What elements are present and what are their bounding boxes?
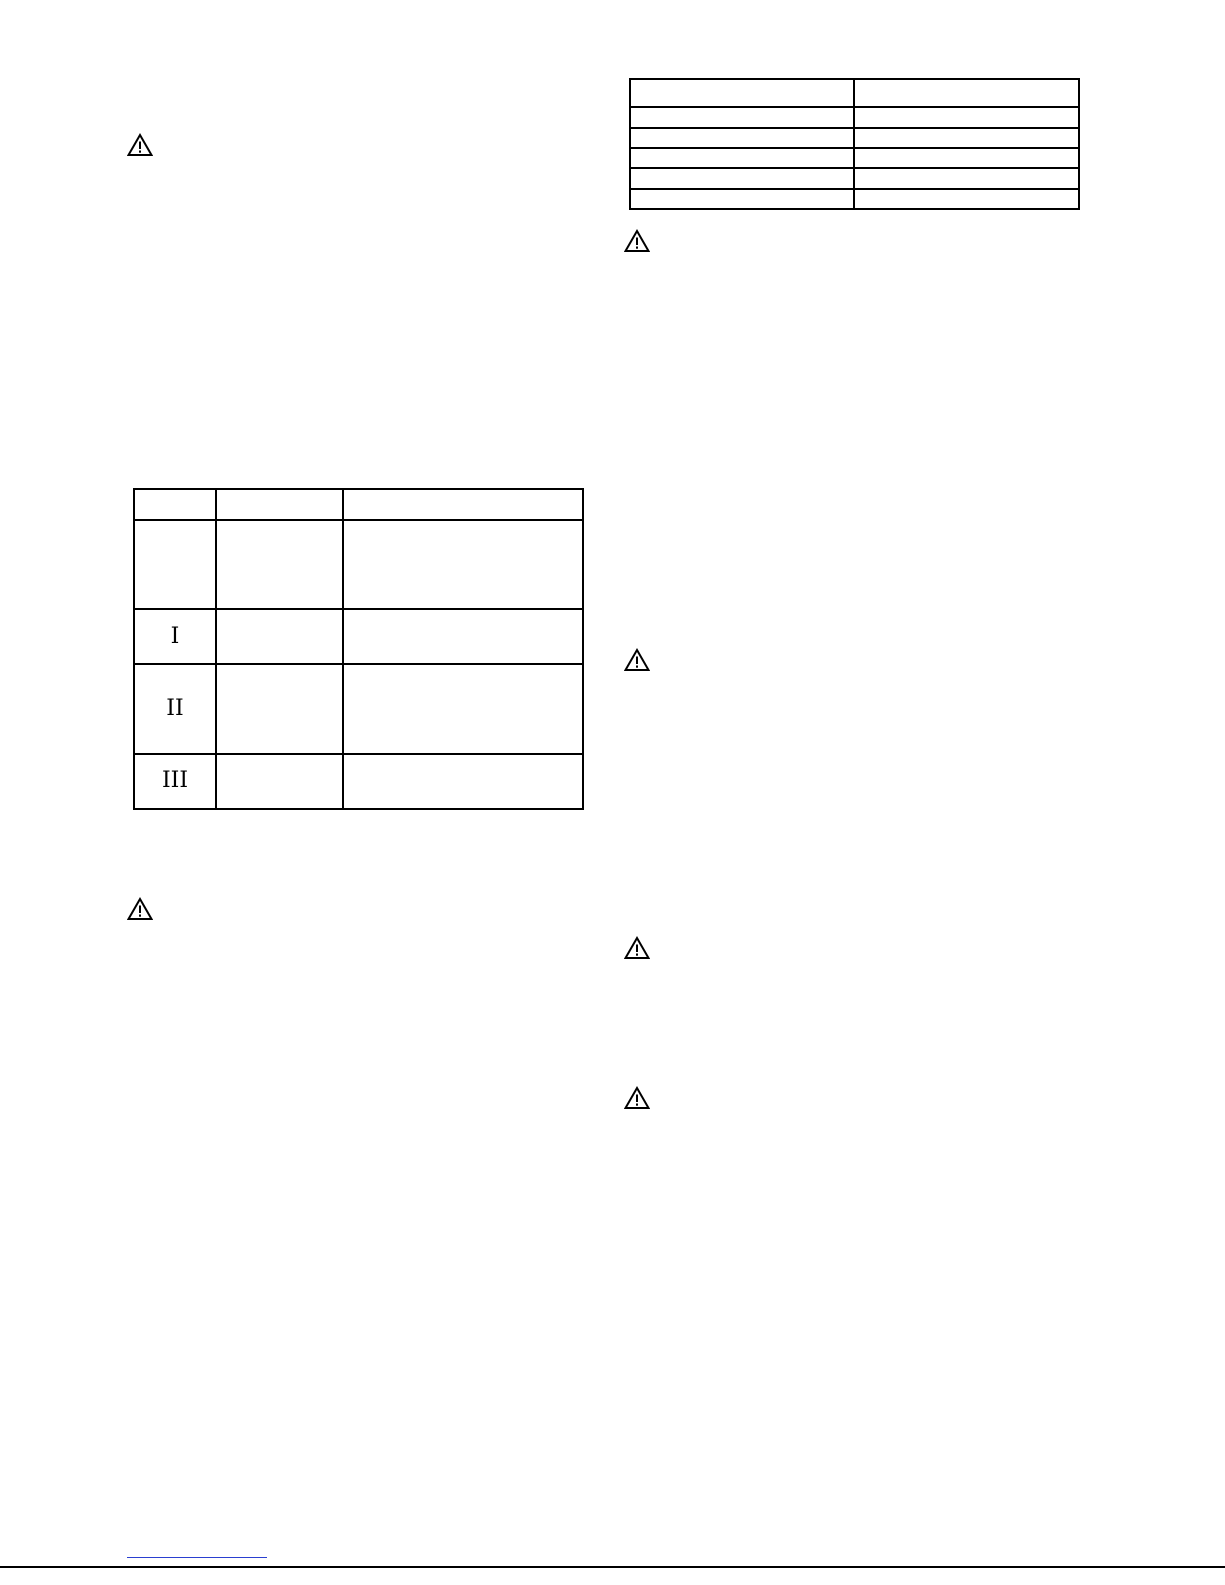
table-row: [134, 754, 583, 809]
mode-symbol-cell: III: [134, 754, 216, 809]
table-cell: [216, 520, 343, 610]
warning-triangle-icon: [624, 936, 650, 960]
table-row: [134, 520, 583, 610]
table-cell: [854, 148, 1079, 168]
table-cell: [854, 107, 1079, 127]
table-cell: [854, 189, 1079, 209]
table-row: [134, 609, 583, 664]
table-cell: [216, 664, 343, 754]
table-cell: [854, 128, 1079, 148]
table-header-cell: [343, 489, 583, 520]
table-cell: [854, 168, 1079, 188]
warning-triangle-icon: [624, 648, 650, 672]
table-cell: [343, 664, 583, 754]
table-cell: [630, 148, 854, 168]
warning-triangle-icon: [624, 229, 650, 253]
mode-symbol-cell: II: [134, 664, 216, 754]
table-cell: [343, 609, 583, 664]
table-row: [630, 168, 1079, 188]
table-row: [630, 148, 1079, 168]
table-header-cell: [854, 79, 1079, 107]
table-row: [630, 128, 1079, 148]
table-header-cell: [630, 79, 854, 107]
table-cell: [630, 168, 854, 188]
table-cell: [216, 754, 343, 809]
spec-table: [629, 78, 1080, 210]
footnote-rule: [127, 1557, 267, 1558]
table-row: [630, 189, 1079, 209]
mode-symbol-cell: I: [134, 609, 216, 664]
warning-triangle-icon: [127, 897, 153, 921]
table-cell: [630, 189, 854, 209]
table-row: [134, 664, 583, 754]
table-cell: [216, 609, 343, 664]
warning-triangle-icon: [624, 1086, 650, 1110]
table-header-row: [134, 489, 583, 520]
warning-triangle-icon: [127, 133, 153, 157]
table-header-cell: [216, 489, 343, 520]
mode-table: [133, 488, 584, 810]
table-cell: [343, 520, 583, 610]
table-header-cell: [134, 489, 216, 520]
table-cell: [630, 128, 854, 148]
table-row: [630, 107, 1079, 127]
page-bottom-rule: [0, 1566, 1225, 1568]
table-header-row: [630, 79, 1079, 107]
table-cell: [630, 107, 854, 127]
mode-symbol-cell: [134, 520, 216, 610]
table-cell: [343, 754, 583, 809]
